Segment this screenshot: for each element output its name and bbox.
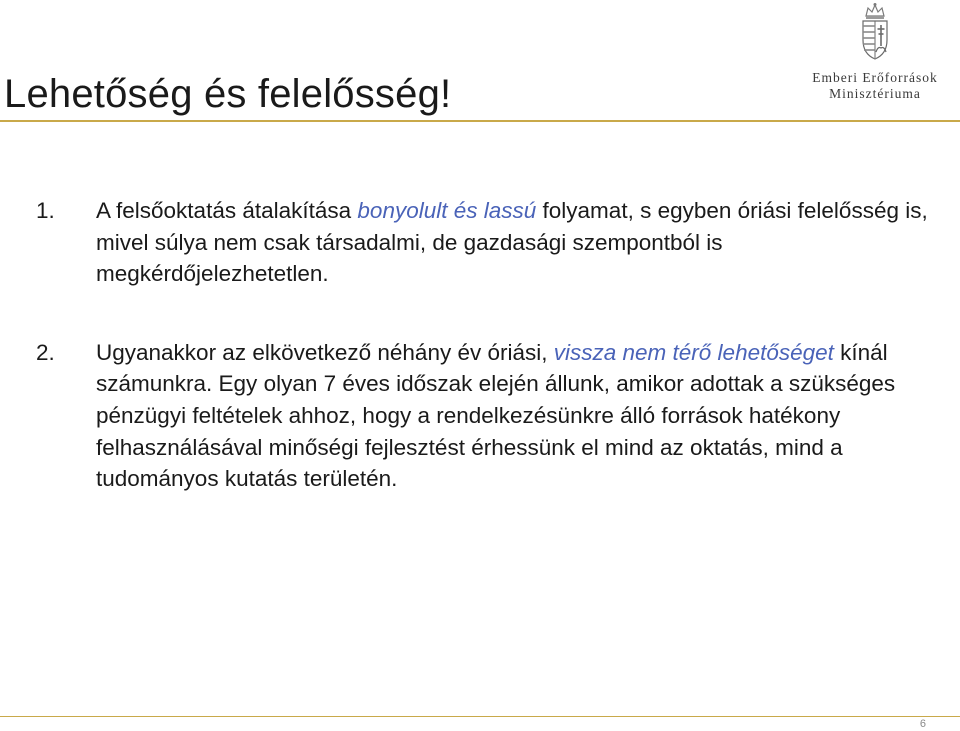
logo-text-line2: Minisztériuma bbox=[829, 86, 921, 101]
highlighted-phrase: vissza nem térő lehetőséget bbox=[553, 339, 834, 365]
list-item-1 bbox=[36, 195, 946, 290]
numbered-list bbox=[36, 195, 946, 495]
page-number: 6 bbox=[919, 718, 926, 730]
list-item-number: 1. bbox=[36, 198, 55, 223]
highlighted-phrase: bonyolult és lassú bbox=[357, 198, 537, 223]
footer-divider bbox=[0, 716, 960, 717]
list-item-text: A felsőoktatás átalakítása bbox=[96, 198, 358, 223]
title-divider bbox=[0, 120, 960, 122]
list-item-2 bbox=[36, 337, 946, 495]
slide-title: Lehetőség és felelősség! bbox=[4, 72, 452, 116]
list-item-text: kínál számunkra. Egy olyan 7 éves időszak elején állunk, amikor adottak a szükséges pénzügyi feltételek ahhoz, hogy a rendelkezésünkre álló források hatékony felhasználásával minőségi fejlesztést érhessünk el mind az oktatás, mind a tudományos kutatás területén. bbox=[96, 339, 896, 492]
hungarian-coat-of-arms-icon bbox=[858, 2, 892, 62]
list-item-number: 2. bbox=[36, 339, 55, 365]
list-item-text: Ugyanakkor az elkövetkező néhány év óriási, bbox=[96, 339, 554, 365]
ministry-logo bbox=[800, 0, 950, 110]
logo-text-line1: Emberi Erőforrások bbox=[812, 70, 938, 85]
list-item-text: folyamat, s egyben óriási felelősség is, mivel súlya nem csak társadalmi, de gazdasági szempontból is megkérdőjelezhetetlen. bbox=[96, 198, 928, 287]
